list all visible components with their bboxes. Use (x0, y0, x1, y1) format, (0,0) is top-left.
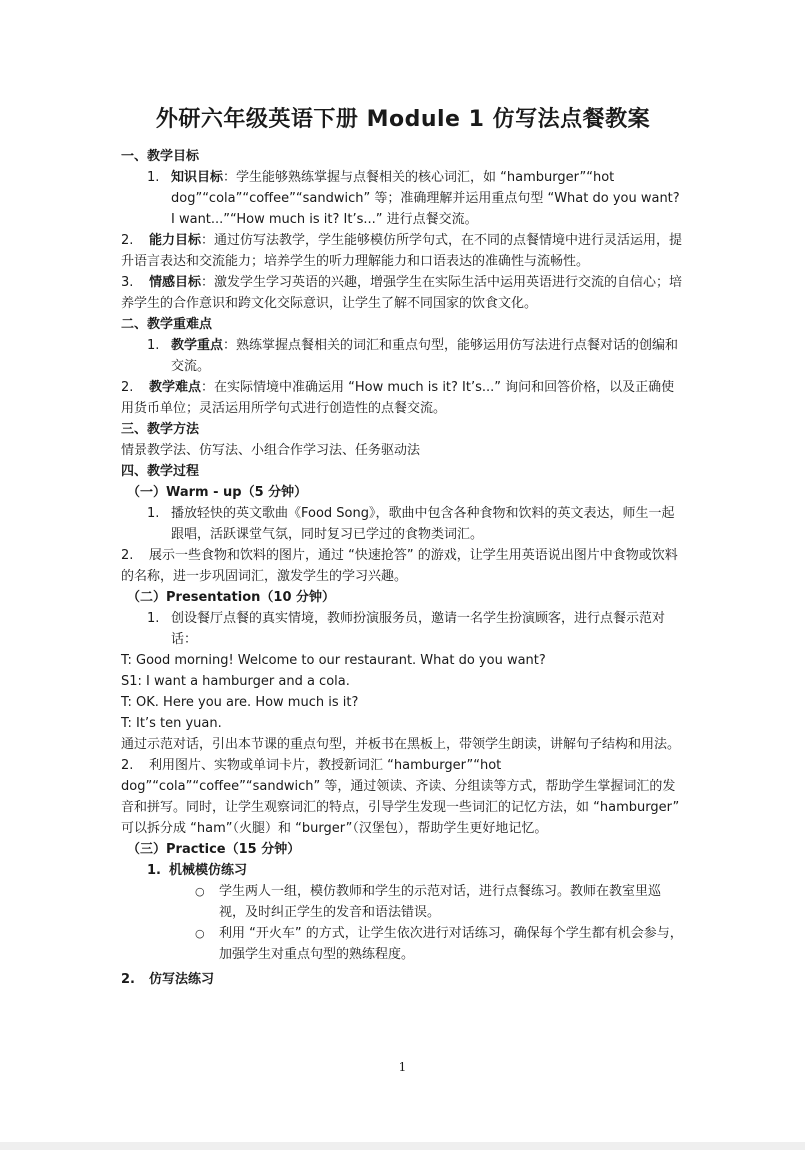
practice-subheading (121, 969, 685, 990)
list-number: 2. (121, 233, 134, 248)
item-text: 展示一些食物和饮料的图片，通过 “快速抢答” 的游戏，让学生用英语说出图片中食物或饮料的名称，进一步巩固词汇，激发学生的学习兴趣。 (121, 548, 678, 584)
dialog-line: T: Good morning! Welcome to our restaurant. What do you want? (121, 653, 546, 668)
dialog-line: T: OK. Here you are. How much is it? (121, 695, 359, 710)
section-heading-objectives: 一、教学目标 (121, 149, 200, 164)
circle-bullet-icon: ○ (195, 885, 205, 898)
list-number: 2. (121, 380, 134, 395)
item-text: ：激发学生学习英语的兴趣，增强学生在实际生活中运用英语进行交流的自信心；培养学生的合作意识和跨文化交际意识，让学生了解不同国家的饮食文化。 (121, 275, 683, 311)
item-text: ：熟练掌握点餐相关的词汇和重点句型，能够运用仿写法进行点餐对话的创编和交流。 (171, 338, 679, 374)
list-item (121, 608, 685, 650)
subsection-heading-warmup: （一）Warm - up（5 分钟） (127, 485, 308, 500)
item-text: ：在实际情境中准确运用 “How much is it? It’s...” 询问和回答价格，以及正确使用货币单位；灵活运用所学句式进行创造性的点餐交流。 (121, 380, 675, 416)
list-number: 1. (147, 506, 160, 521)
item-label: 情感目标 (149, 275, 202, 290)
list-number: 1. (147, 338, 160, 353)
page-number: 1 (398, 1060, 407, 1074)
item-text: ：学生能够熟练掌握与点餐相关的核心词汇，如 “hamburger”“hot dog”“cola”“coffee”“sandwich” 等；准确理解并运用重点句型 “What do you want? I want...”“How much is it? It’s...” 进行点餐交流。 (171, 170, 680, 227)
bullet-item (121, 923, 685, 965)
item-label: 知识目标 (171, 170, 224, 185)
list-number: 1. (147, 863, 161, 878)
item-text: 播放轻快的英文歌曲《Food Song》，歌曲中包含各种食物和饮料的英文表达，师生一起跟唱，活跃课堂气氛，同时复习已学过的食物类词汇。 (171, 506, 675, 542)
list-item (121, 545, 685, 587)
item-text: ：通过仿写法教学，学生能够模仿所学句式，在不同的点餐情境中进行灵活运用，提升语言表达和交流能力；培养学生的听力理解能力和口语表达的准确性与流畅性。 (121, 233, 683, 269)
item-text: 创设餐厅点餐的真实情境，教师扮演服务员，邀请一名学生扮演顾客，进行点餐示范对话： (171, 611, 666, 647)
list-item (121, 167, 685, 230)
list-number: 2. (121, 548, 134, 563)
list-number: 2. (121, 758, 134, 773)
list-item (121, 755, 685, 839)
section-heading-methods: 三、教学方法 (121, 422, 200, 437)
dialog-line: S1: I want a hamburger and a cola. (121, 674, 350, 689)
subheading-label: 仿写法练习 (149, 972, 215, 987)
subheading-label: 机械模仿练习 (169, 863, 248, 878)
item-label: 教学重点 (171, 338, 224, 353)
practice-subheading (121, 860, 685, 881)
section-heading-process: 四、教学过程 (121, 464, 200, 479)
list-item (121, 503, 685, 545)
item-text: 学生两人一组，模仿教师和学生的示范对话，进行点餐练习。教师在教室里巡视，及时纠正学生的发音和语法错误。 (219, 884, 662, 920)
list-item (121, 377, 685, 419)
document-title: 外研六年级英语下册 Module 1 仿写法点餐教案 (155, 107, 651, 132)
item-label: 教学难点 (149, 380, 202, 395)
circle-bullet-icon: ○ (195, 927, 205, 940)
document-body (121, 104, 685, 990)
item-label: 能力目标 (149, 233, 202, 248)
item-text: 利用图片、实物或单词卡片，教授新词汇 “hamburger”“hot dog”“cola”“coffee”“sandwich” 等，通过领读、齐读、分组读等方式，帮助学生掌握词汇的发音和拼写。同时，让学生观察词汇的特点，引导学生发现一些词汇的记忆方法，如 “hamburger” 可以拆分成 “ham”（火腿）和 “burger”（汉堡包），帮助学生更好地记忆。 (121, 758, 680, 836)
list-number: 1. (147, 611, 160, 626)
subsection-heading-presentation: （二）Presentation（10 分钟） (127, 590, 336, 605)
list-item (121, 272, 685, 314)
list-number: 1. (147, 170, 160, 185)
list-item (121, 335, 685, 377)
list-number: 2. (121, 972, 135, 987)
item-text: 利用 “开火车” 的方式，让学生依次进行对话练习，确保每个学生都有机会参与，加强学生对重点句型的熟练程度。 (219, 926, 683, 962)
dialog-line: T: It’s ten yuan. (121, 716, 222, 731)
paragraph: 通过示范对话，引出本节课的重点句型，并板书在黑板上，带领学生朗读，讲解句子结构和用法。 (121, 737, 681, 752)
bullet-item (121, 881, 685, 923)
list-number: 3. (121, 275, 134, 290)
list-item (121, 230, 685, 272)
subsection-heading-practice: （三）Practice（15 分钟） (127, 842, 301, 857)
methods-text: 情景教学法、仿写法、小组合作学习法、任务驱动法 (121, 443, 421, 458)
section-heading-key-points: 二、教学重难点 (121, 317, 213, 332)
